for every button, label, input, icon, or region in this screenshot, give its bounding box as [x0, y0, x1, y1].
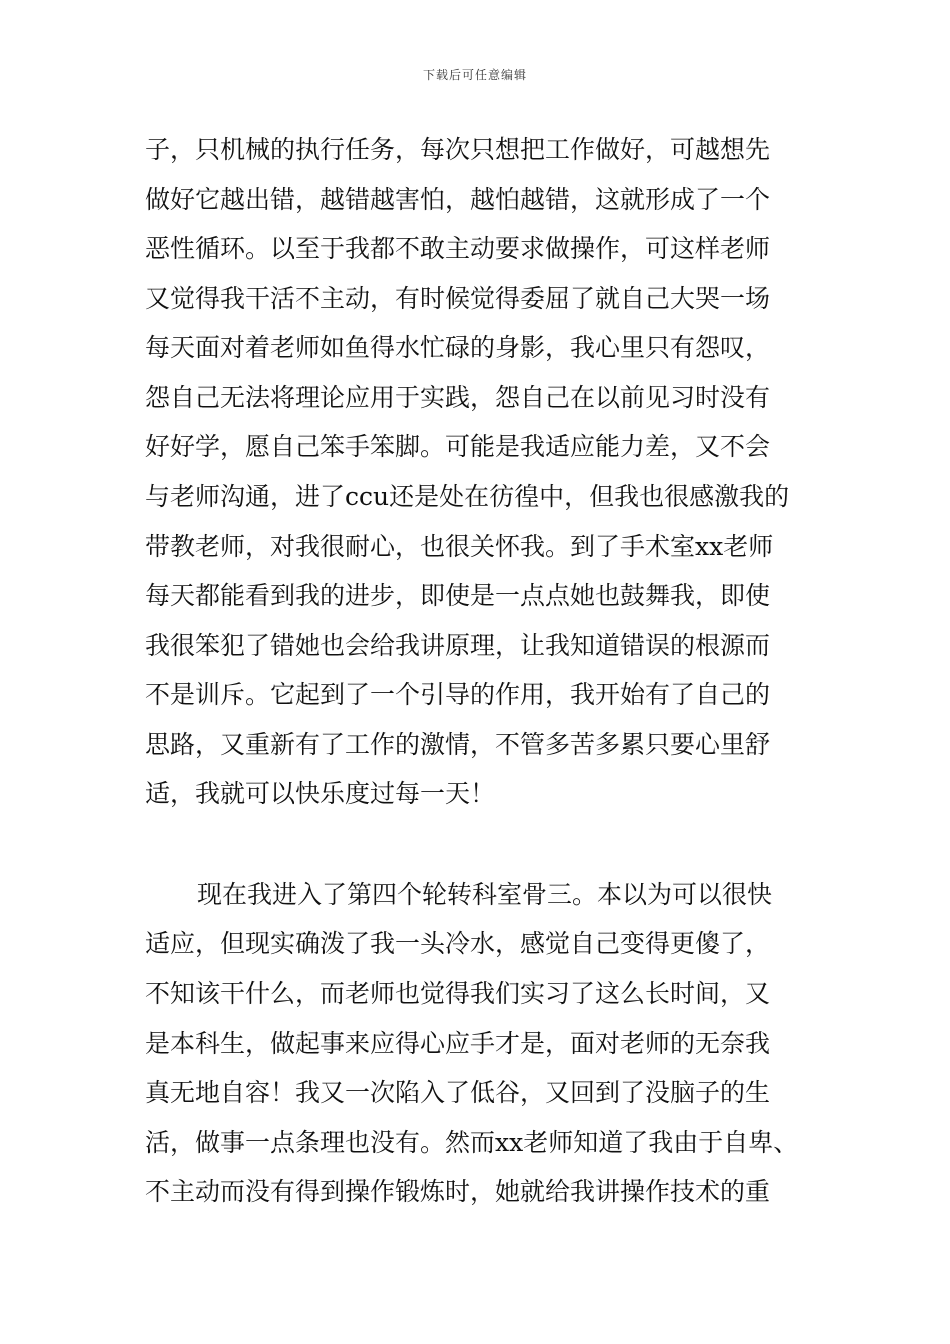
text-line: 适应，但现实确泼了我一头冷水，感觉自己变得更傻了， — [145, 929, 771, 958]
text-line: 又觉得我干活不主动，有时候觉得委屈了就自己大哭一场 — [145, 284, 771, 313]
page-header: 下载后可任意编辑 — [422, 68, 527, 82]
text-line: 活，做事一点条理也没有。然而xx老师知道了我由于自卑、 — [145, 1128, 799, 1157]
text-line: 好好学，愿自己笨手笨脚。可能是我适应能力差，又不会 — [145, 432, 771, 461]
text-line: 我很笨犯了错她也会给我讲原理，让我知道错误的根源而 — [145, 631, 771, 660]
text-line: 现在我进入了第四个轮转科室骨三。本以为可以很快 — [197, 880, 773, 909]
text-line: 做好它越出错，越错越害怕，越怕越错，这就形成了一个 — [145, 185, 771, 214]
text-line: 真无地自容！我又一次陷入了低谷，又回到了没脑子的生 — [145, 1078, 771, 1107]
text-line: 不主动而没有得到操作锻炼时，她就给我讲操作技术的重 — [145, 1177, 771, 1206]
text-line: 恶性循环。以至于我都不敢主动要求做操作，可这样老师 — [145, 234, 771, 263]
text-line: 思路，又重新有了工作的激情，不管多苦多累只要心里舒 — [145, 730, 771, 759]
text-line: 子，只机械的执行任务，每次只想把工作做好，可越想先 — [145, 135, 771, 164]
text-line: 适，我就可以快乐度过每一天！ — [145, 779, 496, 808]
text-line: 带教老师，对我很耐心，也很关怀我。到了手术室xx老师 — [145, 532, 774, 561]
text-line: 每天面对着老师如鱼得水忙碌的身影，我心里只有怨叹， — [145, 333, 771, 362]
text-line: 不是训斥。它起到了一个引导的作用，我开始有了自己的 — [145, 680, 771, 709]
text-line: 与老师沟通，进了ccu还是处在彷徨中，但我也很感激我的 — [145, 482, 790, 511]
text-line: 是本科生，做起事来应得心应手才是，面对老师的无奈我 — [145, 1029, 771, 1058]
text-line: 不知该干什么，而老师也觉得我们实习了这么长时间，又 — [145, 979, 771, 1008]
text-line: 怨自己无法将理论应用于实践，怨自己在以前见习时没有 — [145, 383, 771, 412]
text-line: 每天都能看到我的进步，即使是一点点她也鼓舞我，即使 — [145, 581, 771, 610]
